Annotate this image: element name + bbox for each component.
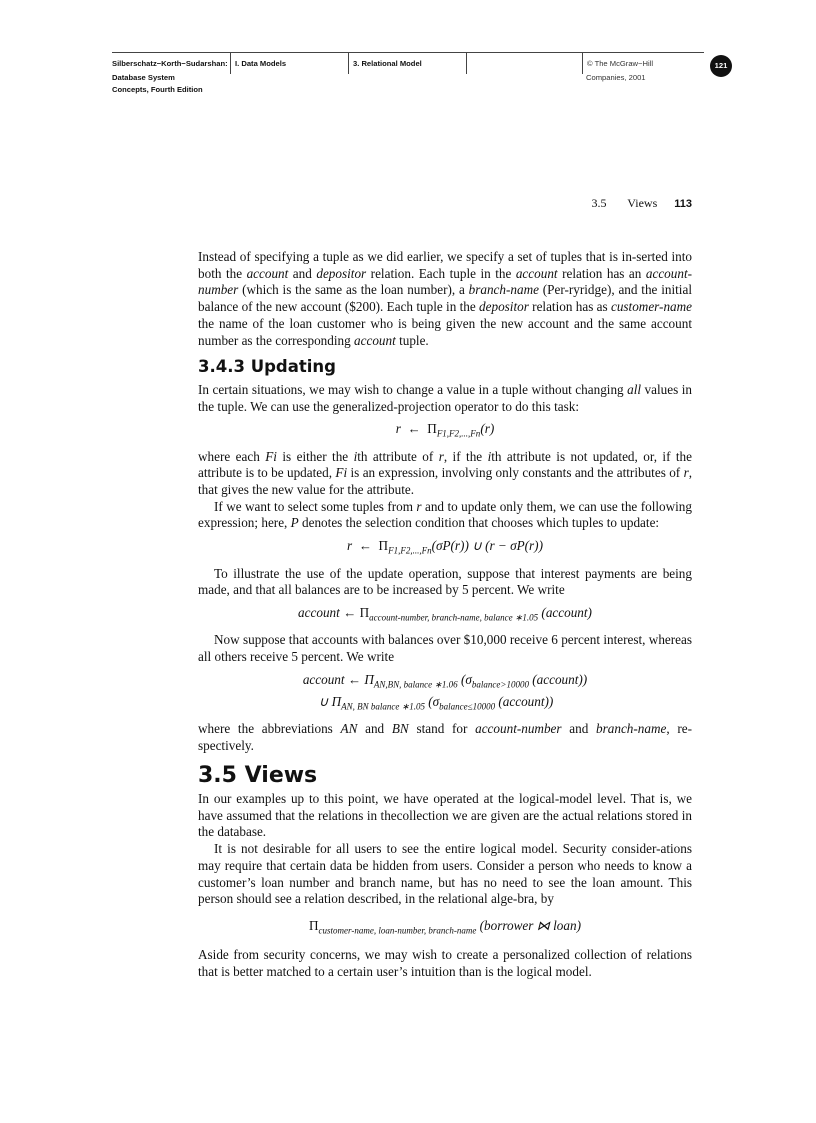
running-head (560, 196, 692, 211)
paragraph-interest-6-percent: Now suppose that accounts with balances over $10,000 receive 6 percent interest, whereas all others receive 5 percent. We write (198, 632, 692, 664)
equation-borrower-loan-projection: $\Pi_{customer-name, loan-number, branch-name}$ (borrower ⋈ loan) (309, 918, 581, 936)
equation-generalized-projection: r ← $\Pi_{F1,F2,...,Fn}(r)$ (395, 421, 495, 439)
body-text (198, 249, 692, 981)
paragraph-insert-tuples: Instead of specifying a tuple as we did earlier, we specify a set of tuples that is in-serted into both the account and depositor relation. Each tuple in the account relation has an account-number (which is the same as the loan number), a branch-name (Per-ryridge), and the initial balance of the new account ($200). Each tuple in the depositor relation has as customer-name the name of the loan customer who is being given the new account and the same account number as the corresponding account tuple. (198, 249, 693, 348)
header-book-line2: Concepts, Fourth Edition (112, 85, 203, 94)
running-head-page: 113 (674, 198, 692, 210)
paragraph-select-update: If we want to select some tuples from r and to update only them, we can use the following expression; here, P denotes the selection condition that chooses which tuples to update: (198, 498, 692, 531)
header-publisher-line2: Companies, 2001 (586, 73, 646, 82)
header-chapter: 3. Relational Model (348, 52, 465, 74)
paragraph-personalized-collection: Aside from security concerns, we may wish to create a personalized collection of relations that is better matched to a certain user’s intuition than is the logical model. (198, 947, 692, 980)
equation-selective-update: r ← $\Pi_{F1,F2,...,Fn}(\sigma P(r))$ ∪ (r − σP(r)) (347, 538, 543, 556)
equation-interest-5-percent: account ← $\Pi_{account-number, branch-name, balance ∗1.05}$ (account) (298, 604, 592, 623)
section-heading-views: 3.5 Views (198, 763, 318, 789)
running-head-section: 3.5 (591, 196, 607, 210)
header-book-title (112, 72, 312, 96)
paragraph-views-intro: In our examples up to this point, we have operated at the logical-model level. That is, we have assumed that the relations in thecollection we are given are the actual relations stored in the database. (198, 791, 692, 840)
header-book-line1: Database System (112, 73, 175, 82)
running-head-title: Views (627, 196, 658, 210)
equation-interest-split (198, 671, 692, 716)
equation-interest-split-line1: account ← $\Pi_{AN,BN, balance ∗1.06}$ ($\sigma_{balance>10000}$ (account)) (302, 671, 588, 690)
header-publisher-line1: © The McGraw−Hill (582, 52, 705, 74)
header-authors: Silberschatz−Korth−Sudarshan: (112, 59, 228, 68)
paragraph-fi-definition: where each Fi is either the ith attribute of r, if the ith attribute is not updated, or, if the attribute is to be updated, Fi is an expression, involving only constants and the attributes of r, that gives the new value for the attribute. (198, 448, 693, 498)
paragraph-interest-example: To illustrate the use of the update operation, suppose that interest payments are being made, and that all balances are to be increased by 5 percent. We write (198, 565, 692, 598)
page-badge: 121 (710, 55, 732, 77)
paragraph-security: It is not desirable for all users to see the entire logical model. Security consider-ations may require that certain data be hidden from users. Consider a person who needs to know a customer’s loan number and branch name, but has no need to see the loan amount. This person should see a relation described, in the relational alge-bra, by (198, 841, 692, 907)
page-header (112, 52, 708, 102)
equation-interest-split-line2: ∪ $\Pi_{AN, BN balance ∗1.05}$ ($\sigma_{balance\le 10000}$ (account)) (318, 694, 554, 712)
header-part: I. Data Models (230, 52, 347, 74)
header-blank-cell (466, 52, 581, 74)
paragraph-updating-intro: In certain situations, we may wish to change a value in a tuple without changing all values in the tuple. We can use the generalized-projection operator to do this task: (198, 381, 692, 414)
paragraph-abbreviations: where the abbreviations AN and BN stand for account-number and branch-name, re-spectively. (198, 720, 693, 753)
section-heading-updating: 3.4.3 Updating (198, 357, 336, 377)
